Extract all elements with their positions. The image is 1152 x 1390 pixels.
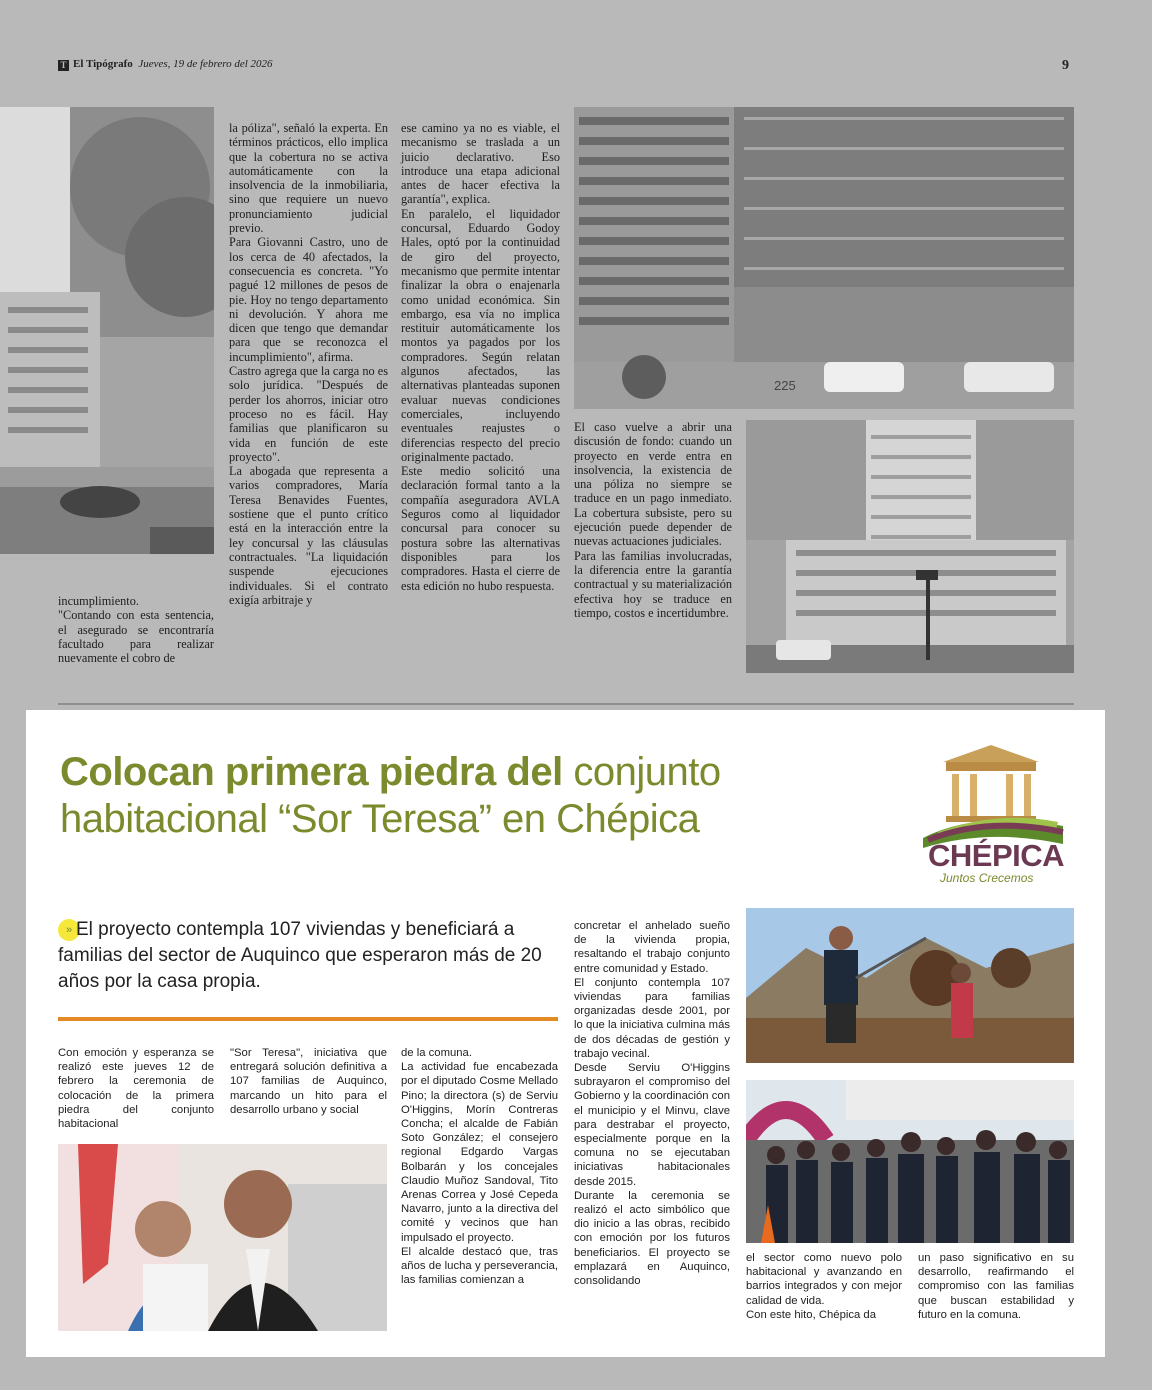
building-number-label: 225	[774, 378, 796, 393]
street-building-photo	[746, 420, 1074, 673]
page-number: 9	[1062, 58, 1069, 73]
headline-bold: Colocan primera piedra del	[60, 750, 563, 794]
article-col-2: "Sor Teresa", iniciativa que entregará solución definitiva a 107 familias de Auquinco, marcando un hito para el desarrollo urbano y social	[230, 1047, 387, 1116]
newspaper-logo-icon: T	[58, 60, 69, 71]
article-col-6: un paso significativo en su desarrollo, reafirmando el compromiso con las familias que buscan estabilidad y futuro en la comuna.	[918, 1252, 1074, 1321]
page-divider	[58, 703, 1074, 705]
quote-icon: »	[58, 919, 80, 941]
article-col-3: de la comuna. La actividad fue encabezada por el diputado Cosme Mellado Pino; la directora (s) de Serviu O'Higgins, Morín Contreras Concha; el alcalde de Fabián Soto González; el consejero regional Edgardo Vargas Bolbarán y los concejales Claudio Muñoz Sandoval, Tito Arenas Correa y José Cepeda Navarro, junto a la directiva del comité y vecinos que han impulsado el proyecto. El alcalde destacó que, tras años de lucha y perseverancia, las familias comienzan a	[401, 1047, 558, 1287]
top-col-2: la póliza", señaló la experta. En términos prácticos, ello implica que la cobertura no se activa automáticamente con la insolvencia de la inmobiliaria, sino que requiere un nuevo pronunciamiento judicial previo. Para Giovanni Castro, uno de los cerca de 40 afectados, la consecuencia es concreta. "Yo pagué 12 millones de pesos de pie. Hoy no tengo departamento ni devolución. Y ahora me dicen que tengo que demandar para que se reconozca el incumplimiento", afirma. Castro agrega que la carga no es solo jurídica. "Después de perder los ahorros, iniciar otro proceso no es fácil. Hay familias que planificaron su vida en función de este proyecto". La abogada que representa a varios compradores, María Teresa Benavides Fuentes, sostiene que el punto crítico está en la interacción entre la ley concursal y las cláusulas contractuales. "La liquidación suspende ejecuciones individuales. Si el contrato exigía arbitraje y	[229, 121, 388, 607]
chepica-logo	[918, 740, 1068, 890]
shovel-ceremony-photo	[746, 908, 1074, 1063]
article-col-4: concretar el anhelado sueño de la vivienda propia, resaltando el trabajo conjunto entre comunidad y Estado. El conjunto contempla 107 viviendas para familias organizadas desde 2001, por lo que la iniciativa culmina más de dos décadas de gestión y trabajo vecinal. Desde Serviu O'Higgins subrayaron el compromiso del Gobierno y la coordinación con el municipio y el Minvu, clave para destrabar el proyecto, especialmente porque en la comuna no se ejecutaban iniciativas habitacionales desde 2015. Durante la ceremonia se realizó el acto simbólico que dio inicio a las obras, recibido con emoción por los futuros beneficiarios. El proyecto se emplazará en Auquinco, consolidando	[574, 920, 730, 1288]
headline-line2: habitacional “Sor Teresa” en Chépica	[60, 797, 700, 841]
article-headline	[60, 749, 820, 843]
top-col-1: incumplimiento. "Contando con esta sentencia, el asegurado se encontraría facultado para realizar nuevamente el cobro de	[58, 594, 214, 666]
orange-rule	[58, 1017, 558, 1021]
lede-text: El proyecto contempla 107 viviendas y beneficiará a familias del sector de Auquinco que esperaron más de 20 años por la casa propia.	[58, 919, 542, 992]
article-lede	[58, 917, 558, 995]
issue-date: Jueves, 19 de febrero del 2026	[138, 58, 273, 70]
logo-name: CHÉPICA	[928, 838, 1065, 873]
top-col-4: El caso vuelve a abrir una discusión de fondo: cuando un proyecto en verde entra en insolvencia, la existencia de una póliza no siempre se traduce en un pago inmediato. La cobertura subsiste, pero su ejecución puede depender de nuevas actuaciones judiciales. Para las familias involucradas, la diferencia entre la garantía contractual y su materialización efectiva hoy se traduce en tiempo, costos e incertidumbre.	[574, 420, 732, 620]
chepica-temple-icon	[918, 740, 1068, 850]
page-header	[58, 58, 273, 71]
mayor-beneficiary-photo	[58, 1144, 387, 1331]
tower-building-photo	[574, 107, 1074, 409]
newspaper-name: El Tipógrafo	[73, 58, 133, 70]
left-building-photo	[0, 107, 214, 554]
article-col-1: Con emoción y esperanza se realizó este jueves 12 de febrero la ceremonia de colocación de la primera piedra del conjunto habitacional	[58, 1047, 214, 1131]
crowd-photo	[746, 1080, 1074, 1243]
logo-slogan: Juntos Crecemos	[940, 871, 1034, 885]
article-col-5: el sector como nuevo polo habitacional y avanzando en barrios integrados y con mejor calidad de vida. Con este hito, Chépica da	[746, 1252, 902, 1321]
top-col-3: ese camino ya no es viable, el mecanismo se traslada a un juicio declarativo. Eso introduce una etapa adicional antes de hacer efectiva la garantía", explica. En paralelo, el liquidador concursal, Eduardo Godoy Hales, optó por la continuidad de giro del proyecto, mecanismo que permite intentar finalizar la obra o enajenarla como unidad económica. Sin embargo, esa vía no implica restituir automáticamente los montos ya pagados por los compradores. Según relatan algunos afectados, las alternativas planteadas suponen evaluar nuevas condiciones comerciales, incluyendo eventuales reajustes o diferencias respecto del precio originalmente pactado. Este medio solicitó una declaración formal tanto a la compañía aseguradora AVLA Seguros como al liquidador concursal para conocer su postura sobre las alternativas disponibles para los compradores. Hasta el cierre de esta edición no hubo respuesta.	[401, 121, 560, 593]
headline-rest: conjunto	[573, 750, 721, 794]
